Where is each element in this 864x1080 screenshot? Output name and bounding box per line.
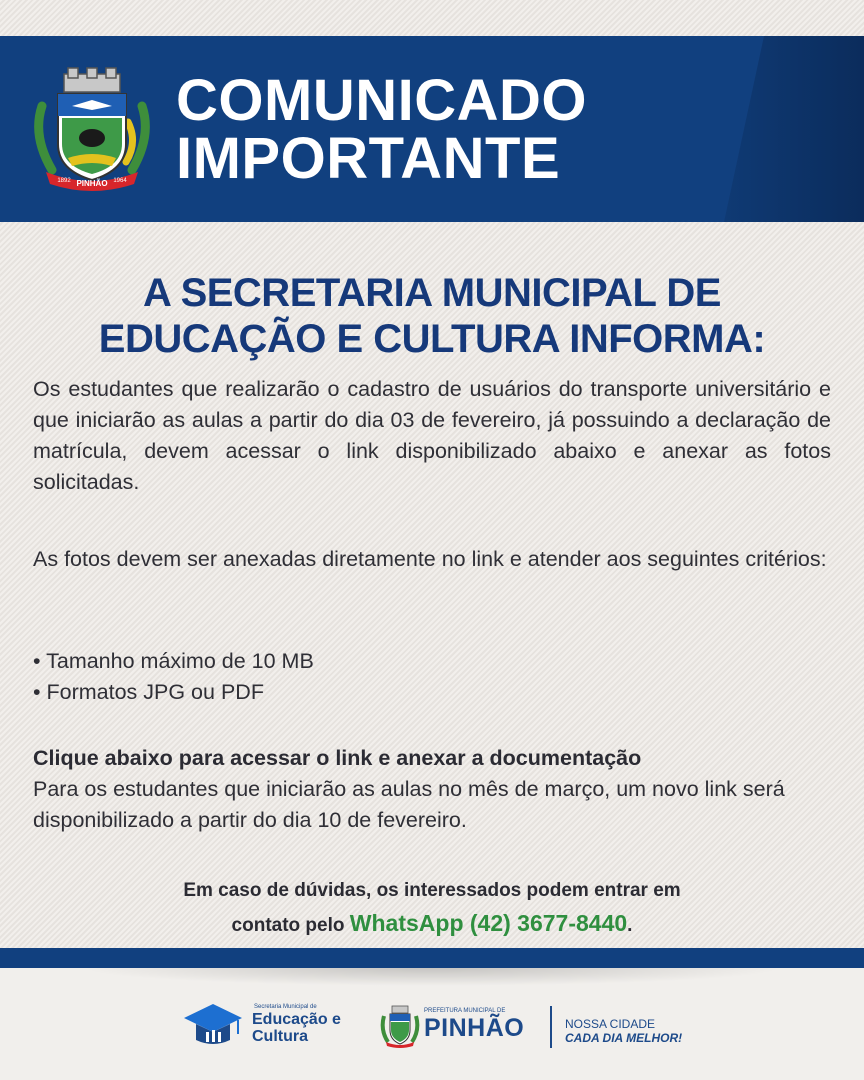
contact-suffix: . (627, 915, 633, 936)
secretaria-small-label: Secretaria Municipal de (254, 1004, 317, 1010)
secretaria-line-1: Educação e (252, 1011, 341, 1028)
footer-shadow (80, 968, 784, 986)
list-item: • Tamanho máximo de 10 MB (33, 649, 314, 673)
prefeitura-small-label: PREFEITURA MUNICIPAL DE (424, 1008, 506, 1014)
city-crest-icon (28, 66, 156, 194)
criteria-list (33, 646, 831, 708)
small-crest-icon (380, 1004, 420, 1048)
secretaria-name (252, 1011, 341, 1045)
bottom-band (0, 948, 864, 968)
secretaria-logo (182, 1002, 362, 1052)
header-stripe (724, 36, 864, 222)
header-banner (0, 36, 864, 222)
whatsapp-number: WhatsApp (42) 3677-8440 (349, 910, 628, 936)
crest-year-left: 1892 (57, 178, 71, 184)
contact-prefix: contato pelo (231, 915, 345, 936)
crest-year-right: 1964 (113, 178, 127, 184)
contact-line-2 (0, 907, 864, 942)
cta-heading: Clique abaixo para acessar o link e anexar a documentação (33, 746, 642, 770)
footer (0, 968, 864, 1080)
call-to-action (33, 743, 831, 836)
contact-line-1: Em caso de dúvidas, os interessados podem entrar em (183, 880, 681, 901)
page-title (176, 68, 587, 191)
prefeitura-name: PINHÃO (424, 1014, 525, 1042)
paragraph-photos: As fotos devem ser anexadas diretamente no link e atender aos seguintes critérios: (33, 547, 827, 571)
announcement-subtitle (0, 270, 864, 362)
subtitle-line-2: EDUCAÇÃO E CULTURA INFORMA: (98, 317, 766, 361)
subtitle-line-1: A SECRETARIA MUNICIPAL DE (143, 271, 721, 315)
title-line-1: COMUNICADO (176, 68, 587, 133)
contact-info (0, 874, 864, 942)
secretaria-line-2: Cultura (252, 1028, 308, 1045)
graduation-cap-icon (182, 1002, 244, 1048)
list-item: • Formatos JPG ou PDF (33, 680, 264, 704)
footer-divider (550, 1006, 552, 1048)
slogan-line-2: CADA DIA MELHOR! (565, 1031, 683, 1045)
slogan-line-1: NOSSA CIDADE (565, 1017, 656, 1031)
crest-name-label: PINHÃO (76, 179, 108, 188)
paragraph-registration: Os estudantes que realizarão o cadastro de usuários do transporte universitário e que iniciarão as aulas a partir do dia 03 de fevereiro, já possuindo a declaração de matrícula, devem acessar o link disponibilizado abaixo e anexar as fotos solicitadas. (33, 377, 831, 494)
prefeitura-logo (380, 1004, 700, 1054)
cta-text: Para os estudantes que iniciarão as aulas no mês de março, um novo link será disponibilizado a partir do dia 10 de fevereiro. (33, 777, 785, 832)
title-line-2: IMPORTANTE (176, 126, 561, 191)
